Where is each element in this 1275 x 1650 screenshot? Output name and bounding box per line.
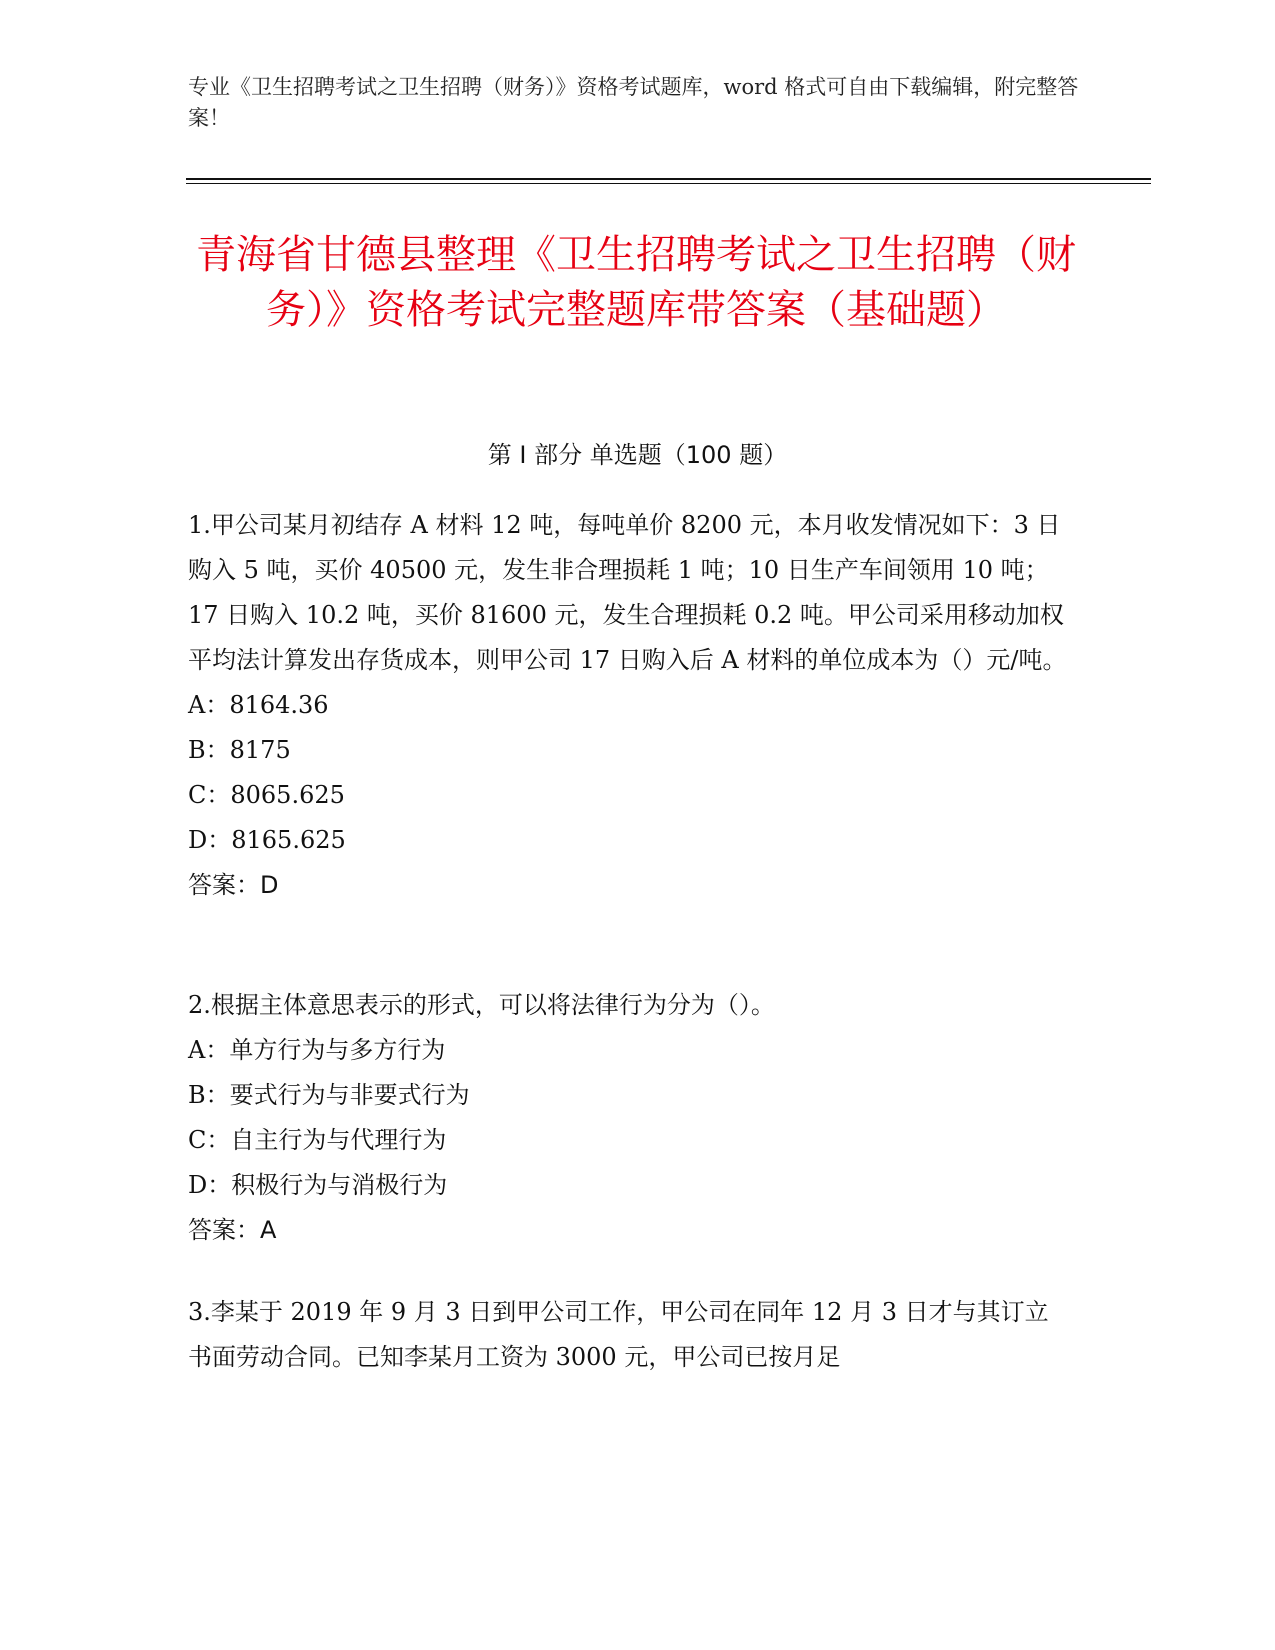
header-note: 专业《卫生招聘考试之卫生招聘（财务）》资格考试题库，word 格式可自由下载编辑，附完整答案！ xyxy=(188,75,1079,130)
question-3 xyxy=(188,1290,1068,1380)
option-a: A：8164.36 xyxy=(188,691,329,719)
option-d: D：积极行为与消极行为 xyxy=(188,1171,448,1199)
document-title: 青海省甘德县整理《卫生招聘考试之卫生招聘（财务）》资格考试完整题库带答案（基础题） xyxy=(196,232,1076,333)
question-2 xyxy=(188,983,1068,1253)
header-divider xyxy=(186,178,1151,180)
question-stem: 3.李某于 2019 年 9 月 3 日到甲公司工作，甲公司在同年 12 月 3 日才与其订立书面劳动合同。已知李某月工资为 3000 元，甲公司已按月足 xyxy=(188,1298,1049,1371)
option-c: C：8065.625 xyxy=(188,781,345,809)
question-stem: 1.甲公司某月初结存 A 材料 12 吨，每吨单价 8200 元，本月收发情况如下：3 日购入 5 吨，买价 40500 元，发生非合理损耗 1 吨；10 日生产车间领用 10 吨；17 日购入 10.2 吨，买价 81600 元，发生合理损耗 0.2 吨。甲公司采用移动加权平均法计算发出存货成本，则甲公司 17 日购入后 A 材料的单位成本为（）元/吨。 xyxy=(188,511,1067,674)
question-stem: 2.根据主体意思表示的形式，可以将法律行为分为（）。 xyxy=(188,991,775,1019)
option-d: D：8165.625 xyxy=(188,826,346,854)
answer: 答案：D xyxy=(188,871,279,899)
header-divider-thin xyxy=(186,183,1151,184)
section-heading: 第 I 部分 单选题（100 题） xyxy=(487,441,788,469)
option-a: A：单方行为与多方行为 xyxy=(188,1036,446,1064)
option-b: B：要式行为与非要式行为 xyxy=(188,1081,470,1109)
option-b: B：8175 xyxy=(188,736,291,764)
question-1 xyxy=(188,503,1068,908)
answer: 答案：A xyxy=(188,1216,277,1244)
option-c: C：自主行为与代理行为 xyxy=(188,1126,447,1154)
